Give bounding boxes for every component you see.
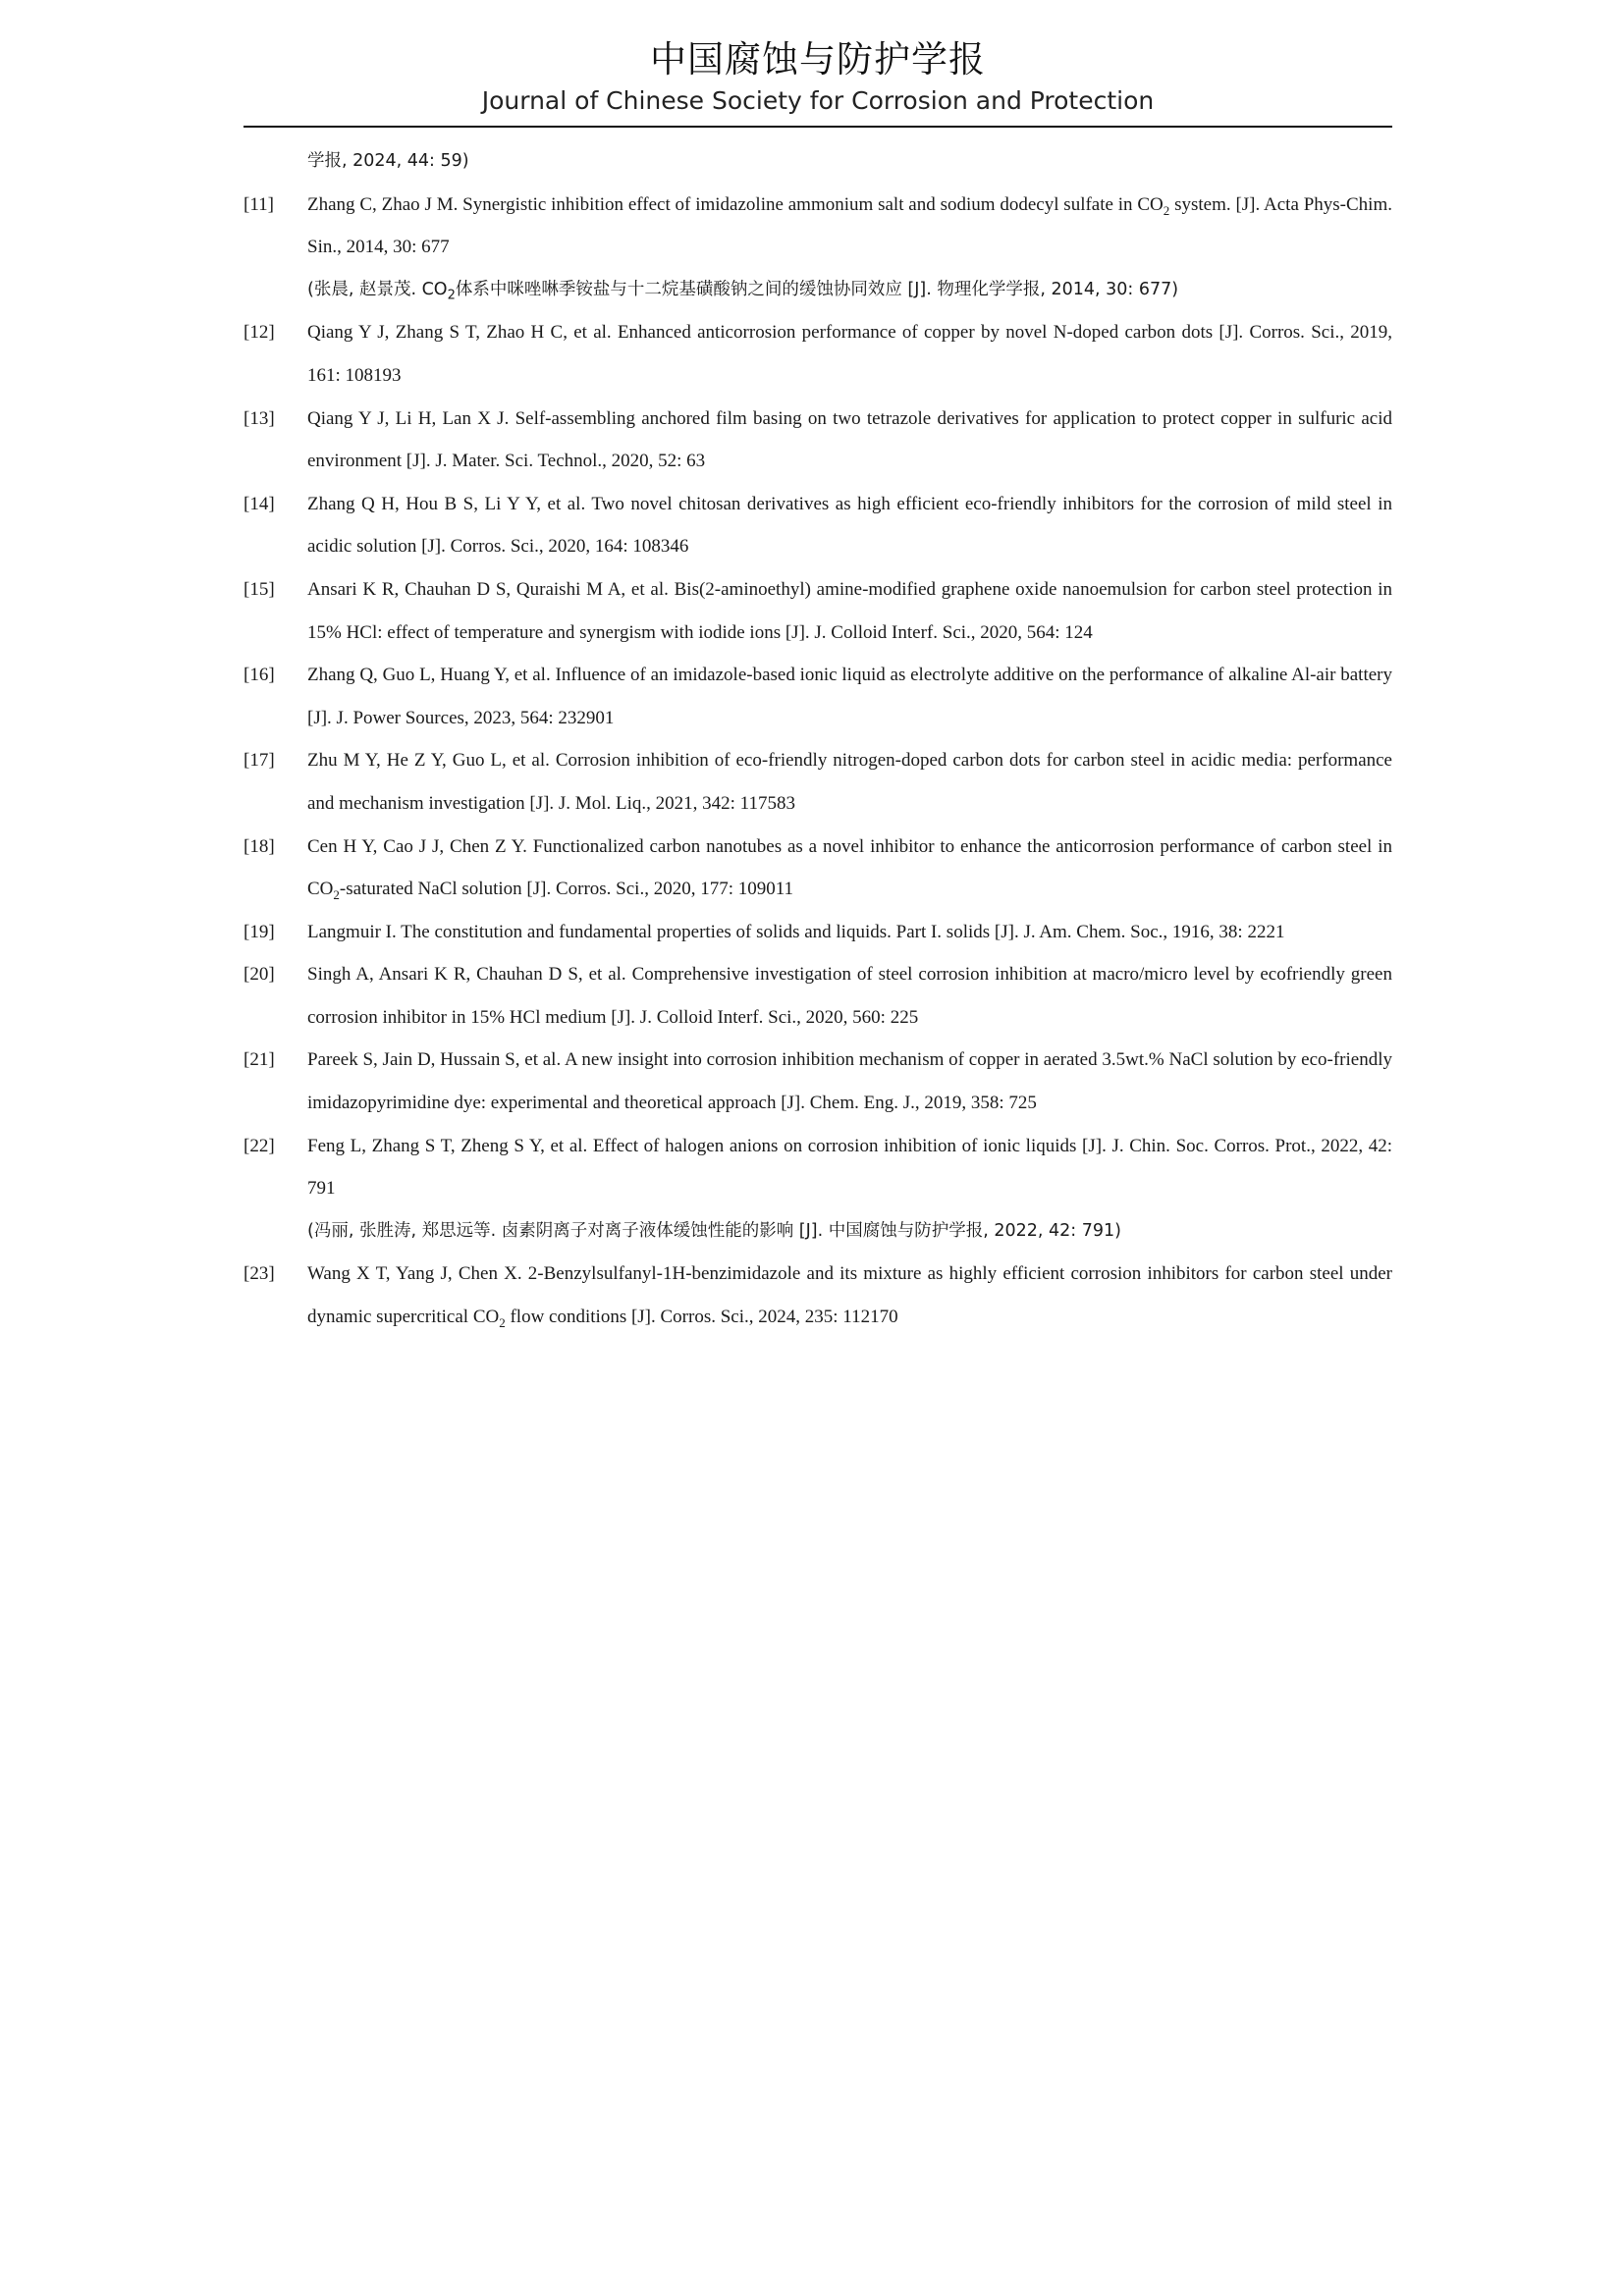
reference-item	[244, 1039, 1392, 1124]
reference-text: Langmuir I. The constitution and fundamental properties of solids and liquids. Part I. solids [J]. J. Am. Chem. Soc., 1916, 38: 2221	[307, 921, 1285, 942]
reference-item	[244, 398, 1392, 483]
reference-text: Cen H Y, Cao J J, Chen Z Y. Functionalized carbon nanotubes as a novel inhibitor to enhance the anticorrosion performance of carbon steel in $CO_2$-saturated NaCl solution [J]. Corros. Sci., 2020, 177: 109011	[307, 835, 1392, 902]
reference-text: Wang X T, Yang J, Chen X. 2-Benzylsulfanyl-1H-benzimidazole and its mixture as highly efficient corrosion inhibitors for carbon steel under dynamic supercritical $CO_2$ flow conditions [J]. Corros. Sci., 2024, 235: 112170	[307, 1263, 1392, 1330]
reference-number: [16]	[244, 665, 275, 686]
reference-number: [11]	[244, 193, 274, 215]
reference-item	[244, 911, 1392, 954]
reference-text: Feng L, Zhang S T, Zheng S Y, et al. Effect of halogen anions on corrosion inhibition of ionic liquids [J]. J. Chin. Soc. Corros. Prot., 2022, 42: 791	[307, 1135, 1392, 1200]
reference-text: Zhang Q H, Hou B S, Li Y Y, et al. Two novel chitosan derivatives as high efficient eco-friendly inhibitors for the corrosion of mild steel in acidic solution [J]. Corros. Sci., 2020, 164: 108346	[307, 493, 1392, 558]
reference-item	[244, 654, 1392, 739]
reference-text: Zhu M Y, He Z Y, Guo L, et al. Corrosion inhibition of eco-friendly nitrogen-doped carbon dots for carbon steel in acidic media: performance and mechanism investigation [J]. J. Mol. Liq., 2021, 342: 117583	[307, 750, 1392, 814]
reference-text: Qiang Y J, Zhang S T, Zhao H C, et al. Enhanced anticorrosion performance of copper by novel N-doped carbon dots [J]. Corros. Sci., 2019, 161: 108193	[307, 322, 1392, 386]
reference-number: [15]	[244, 578, 275, 600]
reference-cn-note: (冯丽, 张胜涛, 郑思远等. 卤素阴离子对离子液体缓蚀性能的影响 [J]. 中国腐蚀与防护学报, 2022, 42: 791)	[307, 1220, 1121, 1241]
reference-item	[244, 1253, 1392, 1338]
reference-item	[244, 1125, 1392, 1210]
header-rule	[244, 126, 1392, 128]
reference-number: [18]	[244, 835, 275, 857]
reference-continuation: 学报, 2024, 44: 59)	[307, 151, 469, 171]
reference-number: [19]	[244, 921, 275, 942]
reference-number: [23]	[244, 1263, 275, 1285]
reference-item	[244, 311, 1392, 397]
reference-cn-note: (张晨, 赵景茂. $CO_2$体系中咪唑啉季铵盐与十二烷基磺酸钠之间的缓蚀协同效应 [J]. 物理化学学报, 2014, 30: 677)	[307, 279, 1179, 303]
reference-number: [13]	[244, 407, 275, 429]
reference-number: [17]	[244, 750, 275, 772]
reference-text: Zhang C, Zhao J M. Synergistic inhibition effect of imidazoline ammonium salt and sodium dodecyl sulfate in $CO_2$ system. [J]. Acta Phys-Chim. Sin., 2014, 30: 677	[307, 193, 1392, 258]
reference-item	[244, 953, 1392, 1039]
journal-title-en: Journal of Chinese Society for Corrosion and Protection	[481, 86, 1155, 115]
reference-item	[244, 826, 1392, 911]
journal-title-cn: 中国腐蚀与防护学报	[650, 38, 986, 80]
reference-number: [14]	[244, 493, 275, 514]
reference-item	[244, 568, 1392, 654]
reference-number: [12]	[244, 322, 275, 344]
reference-text: Singh A, Ansari K R, Chauhan D S, et al. Comprehensive investigation of steel corrosion inhibition at macro/micro level by ecofriendly green corrosion inhibitor in 15% HCl medium [J]. J. Colloid Interf. Sci., 2020, 560: 225	[307, 964, 1392, 1028]
reference-item	[244, 184, 1392, 269]
reference-item	[244, 483, 1392, 568]
journal-header	[244, 35, 1392, 118]
reference-list	[244, 140, 1392, 1339]
reference-text: Qiang Y J, Li H, Lan X J. Self-assembling anchored film basing on two tetrazole derivatives for application to protect copper in sulfuric acid environment [J]. J. Mater. Sci. Technol., 2020, 52: 63	[307, 407, 1392, 472]
reference-text: Ansari K R, Chauhan D S, Quraishi M A, et al. Bis(2-aminoethyl) amine-modified graphene oxide nanoemulsion for carbon steel protection in 15% HCl: effect of temperature and synergism with iodide ions [J]. J. Colloid Interf. Sci., 2020, 564: 124	[307, 578, 1392, 643]
reference-text: Zhang Q, Guo L, Huang Y, et al. Influence of an imidazole-based ionic liquid as electrolyte additive on the performance of alkaline Al-air battery [J]. J. Power Sources, 2023, 564: 232901	[307, 665, 1392, 728]
reference-text: Pareek S, Jain D, Hussain S, et al. A new insight into corrosion inhibition mechanism of copper in aerated 3.5wt.% NaCl solution by eco-friendly imidazopyrimidine dye: experimental and theoretical approach [J]. Chem. Eng. J., 2019, 358: 725	[307, 1049, 1392, 1114]
reference-number: [21]	[244, 1049, 275, 1071]
reference-number: [20]	[244, 964, 275, 986]
reference-number: [22]	[244, 1135, 275, 1156]
reference-item	[244, 739, 1392, 825]
